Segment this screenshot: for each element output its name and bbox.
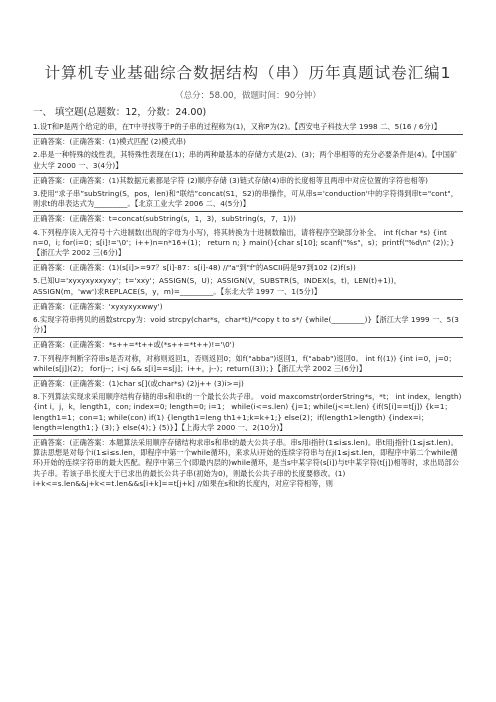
divider xyxy=(33,173,463,174)
divider xyxy=(33,211,463,212)
question-4: 4.下列程序读入无符号十六进制数(出现的字母为小写)，将其转换为十进制数输出，请将程序空缺部分补全。 int f(char *s) {int n=0，i; for(i=0；s[i]!='\0'；i++)n=n*16+(1)； return n; } main(){char s[10]; scanf("%s"，s)；printf("%d\n" (2))；}【浙江大学 2002 三(6分)】 xyxy=(33,227,455,258)
section-heading: 一、 填空题(总题数：12，分数：24.00) xyxy=(33,107,207,118)
answer-4: 正确答案：(正确答案：(1)(s[i]>=97？s[i]-87：s[i]-48) //"a"到"f"的ASCII码是97到102 (2)f(s)) xyxy=(33,263,356,273)
question-list xyxy=(33,122,463,489)
page-title: 计算机专业基础综合数据结构（串）历年真题试卷汇编1 xyxy=(44,64,452,82)
divider xyxy=(33,337,463,338)
answer-2: 正确答案：(正确答案：(1)其数据元素都是字符 (2)顺序存储 (3)链式存储(4)串的长度相等且两串中对应位置的字符也相等) xyxy=(33,175,429,185)
answer-5: 正确答案：(正确答案：'xyxyxyxwwy') xyxy=(33,301,163,311)
question-5: 5.已知U='xyxyxyxxyxy'；t='xxy'；ASSIGN(S，U)；ASSIGN(V，SUBSTR(S，INDEX(s，t)，LEN(t)+1))，ASSIGN(m，'ww')求REPLACE(S，y，m)=_________。【东北大学 1997 一、1(5分)】 xyxy=(33,276,402,296)
divider xyxy=(33,435,463,436)
question-6: 6.实现字符串拷贝的函数strcpy为：void strcpy(char*s，char*t)/*copy t to s*/ {while(_________)}【浙江大学 1999 一、5(3分)】 xyxy=(33,315,459,335)
page-subtitle: （总分：58.00，做题时间：90分钟） xyxy=(175,91,321,101)
answer-8: 正确答案：(正确答案：本题算法采用顺序存储结构求串s和串t的最大公共子串。串s用i指针(1≤i≤s.len)。串t用j指针(1≤j≤t.len)。算法思想是对每个i(1≤i≤s.len，即程序中第一个while循环)，来求从i开始的连续字符串与在j(1≤j≤t.len，即程序中第二个while循环)开始的连续字符串的最大匹配。程序中第三个(即最内层的)while循环，是当s中某字符(s[i])与t中某字符(t[j])相等时，求出局部公共子串。若该子串长度大于已求出的最长公共子串(初始为0)，则最长公共子串的长度要修改。(1) i+k<=s.len&&j+k<=t.len&&s[i+k]==t[j+k] //如果在s和t的长度内，对应字符相等，则 xyxy=(33,438,460,488)
question-1: 1.设T和P是两个给定的串，在T中寻找等于P的子串的过程称为(1)，又称P为(2)。【西安电子科技大学 1998 二、5(16 / 6分)】 xyxy=(33,122,442,131)
divider xyxy=(33,260,463,261)
answer-3: 正确答案：(正确答案：t=concat(subString(s，1，3)，subString(s，7，1))) xyxy=(33,214,297,224)
question-8: 8.下列算法实现求采用顺序结构存储的串s和串t的一个最长公共子串。 void maxcomstr(orderString*s，*t； int index，length) {int i，j，k，length1，con; index=0; length=0; i=1； while(i<=s.len) {j=1; while(j<=t.len) {if(S[i]==t[j]) {k=1；length1=1；con=1; while(con) if(1) {length1=leng th1+1;k=k+1;} else(2)；if(length1>length) {index=i； length=length1；} (3)；} else(4)；} (5)}】【上海大学 2000 一、2(10分)】 xyxy=(33,392,462,432)
divider xyxy=(33,299,463,300)
answer-1: 正确答案：(正确答案：(1)模式匹配 (2)模式串) xyxy=(33,137,187,147)
question-3: 3.使用“求子串”subString(S，pos，len)和“联结”concat(S1，S2)的串操作，可从串s='conduction'中的字符得到串t="cont"，则求t的串表达式为_________。【北京工业大学 2006 二、4(5分)】 xyxy=(33,189,459,209)
divider xyxy=(33,134,463,135)
answer-7: 正确答案：(正确答案：(1)char s[](或char*s) (2)j++ (3)i>=j) xyxy=(33,379,244,389)
divider xyxy=(33,376,463,377)
question-2: 2.串是一种特殊的线性表，其特殊性表现在(1)；串的两种最基本的存储方式是(2)、(3)；两个串相等的充分必要条件是(4)。【中国矿业大学 2000 一、3(4分)】 xyxy=(33,150,458,170)
question-7: 7.下列程序判断字符串s是否对称，对称则返回1，否则返回0；如f("abba")返回1，f("abab")返回0。 int f((1)) {int i=0，j=0； while(s[j])(2)； for(j--；i<j && s[i]==s[j]；i++，j--)；return((3))；}【浙江大学 2002 三(6分)】 xyxy=(33,353,456,373)
answer-6: 正确答案：(正确答案：*s++=*t++或(*s++=*t++)!='\0') xyxy=(33,340,235,350)
